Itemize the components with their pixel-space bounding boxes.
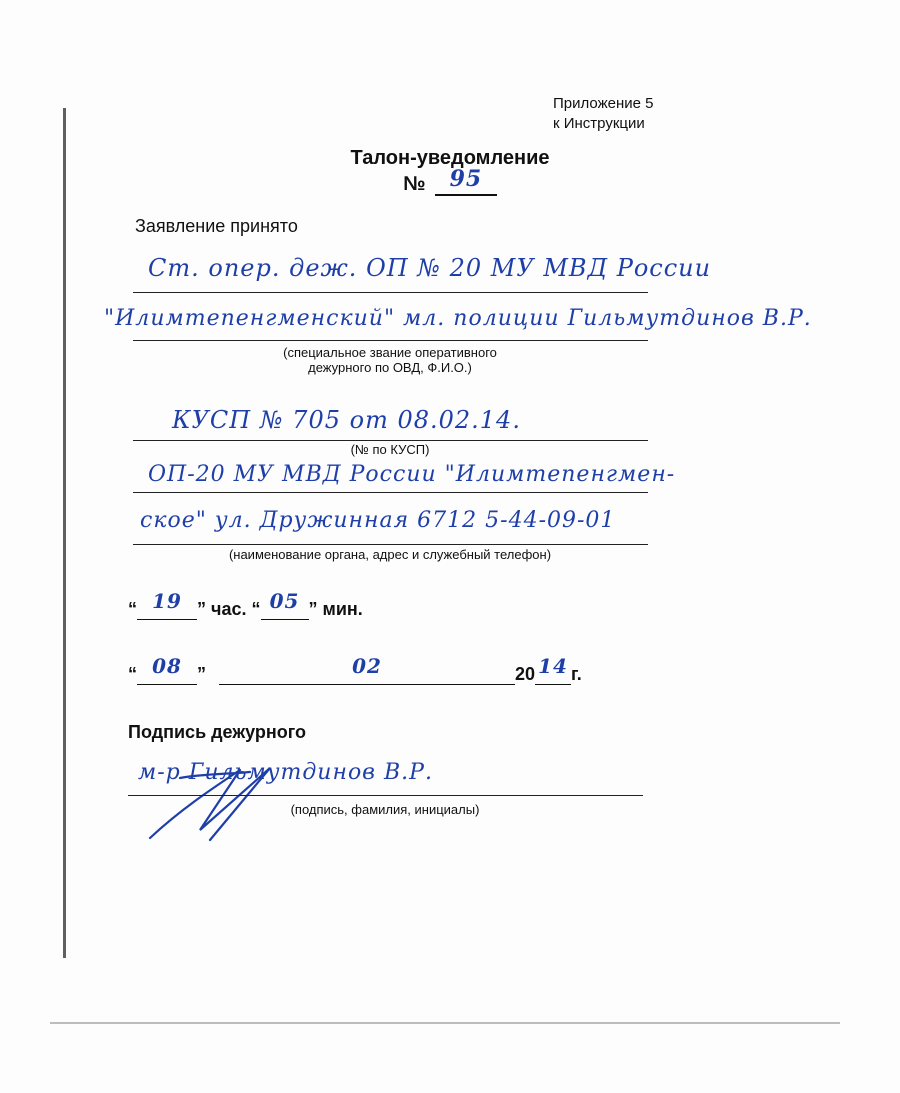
signature-handwriting: м-р Гильмутдинов В.Р. <box>138 760 433 785</box>
number-field <box>435 166 497 196</box>
accepted-handwriting-1: Ст. опер. деж. ОП № 20 МУ МВД России <box>148 254 712 282</box>
appendix-line-2: к Инструкции <box>553 115 645 132</box>
appendix-line-1: Приложение 5 <box>553 95 654 112</box>
page-bottom-edge <box>50 1022 840 1024</box>
year-field <box>535 654 571 685</box>
kusp-handwriting: КУСП № 705 от 08.02.14. <box>172 406 521 434</box>
hours-field <box>137 589 197 620</box>
day-value: 08 <box>152 654 182 678</box>
organ-handwriting-1: ОП-20 МУ МВД России "Илимтепенгмен- <box>148 462 676 487</box>
hours-value: 19 <box>152 589 182 613</box>
accepted-line-1 <box>133 292 648 293</box>
year-prefix: 20 <box>515 664 536 684</box>
day-field <box>137 654 197 685</box>
page-left-edge <box>63 108 66 958</box>
accepted-label: Заявление принято <box>135 216 298 236</box>
year-value: 14 <box>538 654 568 678</box>
organ-handwriting-2: ское" ул. Дружинная 6712 5-44-09-01 <box>140 508 616 533</box>
month-value: 02 <box>352 654 382 678</box>
signature-line <box>128 795 643 796</box>
accepted-line-2 <box>133 340 648 341</box>
organ-line-2 <box>133 544 648 545</box>
number-row <box>0 166 900 196</box>
signature-caption: (подпись, фамилия, инициалы) <box>290 802 480 817</box>
year-unit: г. <box>571 664 582 684</box>
minutes-field <box>261 589 309 620</box>
kusp-caption: (№ по КУСП) <box>350 442 430 457</box>
accepted-handwriting-2: "Илимтепенгменский" мл. полиции Гильмутдинов В.Р. <box>104 306 812 331</box>
date-row: “ 08 ” 02 20 14 г. <box>128 654 582 684</box>
kusp-line <box>133 440 648 441</box>
organ-caption: (наименование органа, адрес и служебный телефон) <box>228 547 552 562</box>
appendix-header <box>553 94 654 134</box>
time-row: “ 19 ” час. “ 05 ” мин. <box>128 589 363 619</box>
hours-label: час. <box>211 599 247 619</box>
accepted-caption-line-1: (специальное звание оперативного <box>283 345 497 360</box>
number-value: 95 <box>449 166 483 192</box>
accepted-caption-line-2: дежурного по ОВД, Ф.И.О.) <box>308 360 472 375</box>
number-label: № <box>403 173 426 195</box>
signature-label: Подпись дежурного <box>128 722 306 742</box>
document-title: Талон-уведомление <box>350 147 550 169</box>
minutes-label: мин. <box>322 599 363 619</box>
organ-line-1 <box>133 492 648 493</box>
minutes-value: 05 <box>269 589 300 613</box>
accepted-caption <box>240 345 540 375</box>
